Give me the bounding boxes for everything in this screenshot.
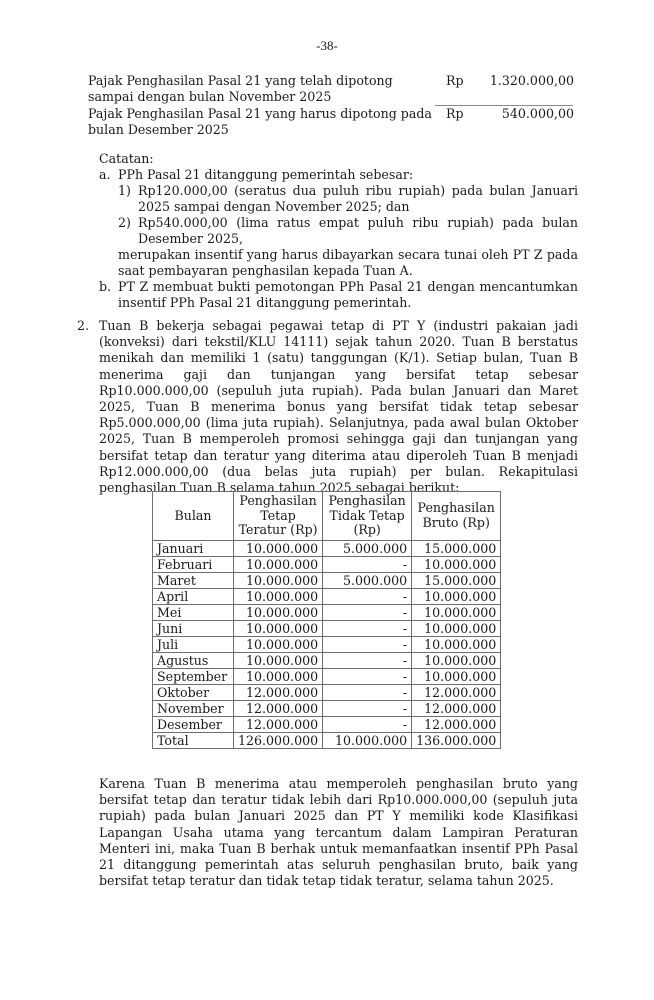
table-row	[153, 700, 501, 716]
cell-bruto: 12.000.000	[412, 716, 501, 732]
cell-bruto: 10.000.000	[412, 636, 501, 652]
cell-tidak-tetap: -	[323, 716, 412, 732]
table-row	[153, 572, 501, 588]
cell-tetap-teratur: 126.000.000	[234, 732, 323, 748]
cell-bruto: 15.000.000	[412, 540, 501, 556]
cell-bruto: 10.000.000	[412, 604, 501, 620]
catatan-a-marker: a.	[99, 167, 111, 182]
table-body	[153, 540, 501, 748]
table-row	[153, 636, 501, 652]
catatan-title: Catatan:	[99, 151, 154, 166]
catatan-a-text: PPh Pasal 21 ditanggung pemerintah sebesar:	[118, 167, 414, 182]
cell-tetap-teratur: 10.000.000	[234, 556, 323, 572]
cell-month: Mei	[153, 604, 234, 620]
table-row	[153, 652, 501, 668]
example-2-marker: 2.	[77, 318, 90, 333]
cell-tetap-teratur: 10.000.000	[234, 572, 323, 588]
cell-tidak-tetap: -	[323, 620, 412, 636]
income-recap-table	[152, 491, 501, 749]
table-row	[153, 540, 501, 556]
table-row	[153, 604, 501, 620]
catatan-a-item-1-text: Rp120.000,00 (seratus dua puluh ribu rupiah) pada bulan Januari 2025 sampai dengan November 2025; dan	[138, 183, 578, 215]
catatan-a-closing: merupakan insentif yang harus dibayarkan secara tunai oleh PT Z pada saat pembayaran penghasilan kepada Tuan A.	[118, 247, 578, 279]
cell-bruto: 10.000.000	[412, 668, 501, 684]
cell-month: Februari	[153, 556, 234, 572]
cell-tetap-teratur: 10.000.000	[234, 540, 323, 556]
header-tetap-teratur: Penghasilan Tetap Teratur (Rp)	[234, 492, 323, 541]
cell-tidak-tetap: 5.000.000	[323, 572, 412, 588]
cell-tidak-tetap: -	[323, 604, 412, 620]
cell-bruto: 10.000.000	[412, 652, 501, 668]
cell-tidak-tetap: -	[323, 668, 412, 684]
cell-tidak-tetap: -	[323, 684, 412, 700]
cell-tetap-teratur: 10.000.000	[234, 668, 323, 684]
summary-label: Pajak Penghasilan Pasal 21 yang telah dipotong sampai dengan bulan November 2025	[88, 73, 393, 105]
cell-month: Total	[153, 732, 234, 748]
cell-tidak-tetap: -	[323, 652, 412, 668]
page-number: -38-	[316, 38, 338, 53]
cell-tidak-tetap: -	[323, 588, 412, 604]
cell-month: April	[153, 588, 234, 604]
cell-bruto: 10.000.000	[412, 588, 501, 604]
cell-month: Juni	[153, 620, 234, 636]
table-header-row	[153, 492, 501, 541]
cell-tidak-tetap: 5.000.000	[323, 540, 412, 556]
cell-month: Agustus	[153, 652, 234, 668]
table-row	[153, 556, 501, 572]
cell-month: Maret	[153, 572, 234, 588]
cell-tidak-tetap: -	[323, 556, 412, 572]
cell-tetap-teratur: 10.000.000	[234, 636, 323, 652]
cell-tetap-teratur: 12.000.000	[234, 716, 323, 732]
catatan-a-item-1-marker: 1)	[118, 183, 131, 198]
header-tidak-tetap: Penghasilan Tidak Tetap (Rp)	[323, 492, 412, 541]
cell-month: Desember	[153, 716, 234, 732]
summary-row-november	[88, 73, 574, 107]
header-bruto: Penghasilan Bruto (Rp)	[412, 492, 501, 541]
cell-tetap-teratur: 10.000.000	[234, 620, 323, 636]
example-2-text: Tuan B bekerja sebagai pegawai tetap di PT Y (industri pakaian jadi (konveksi) dari tekstil/KLU 14111) sejak tahun 2020. Tuan B berstatus menikah dan memiliki 1 (satu) tanggungan (K/1). Setiap bulan, Tuan B menerima gaji dan tunjangan yang bersifat tetap sebesar Rp10.000.000,00 (sepuluh juta rupiah). Pada bulan Januari dan Maret 2025, Tuan B menerima bonus yang bersifat tidak tetap sebesar Rp5.000.000,00 (lima juta rupiah). Selanjutnya, pada awal bulan Oktober 2025, Tuan B memperoleh promosi sehingga gaji dan tunjangan yang bersifat tetap dan teratur yang diterima atau diperoleh Tuan B menjadi Rp12.000.000,00 (dua belas juta rupiah) per bulan. Rekapitulasi penghasilan Tuan B selama tahun 2025 sebagai berikut:	[99, 318, 578, 496]
catatan-b-marker: b.	[99, 279, 112, 294]
summary-currency: Rp	[446, 106, 464, 121]
header-bulan: Bulan	[153, 492, 234, 541]
cell-tetap-teratur: 12.000.000	[234, 684, 323, 700]
cell-bruto: 15.000.000	[412, 572, 501, 588]
cell-tidak-tetap: -	[323, 636, 412, 652]
cell-tetap-teratur: 10.000.000	[234, 652, 323, 668]
cell-bruto: 10.000.000	[412, 620, 501, 636]
catatan-a-item-2-text: Rp540.000,00 (lima ratus empat puluh ribu rupiah) pada bulan Desember 2025,	[138, 215, 578, 247]
table-row	[153, 716, 501, 732]
summary-row-desember	[88, 106, 574, 140]
cell-month: Juli	[153, 636, 234, 652]
cell-tetap-teratur: 12.000.000	[234, 700, 323, 716]
catatan-a-item-2-marker: 2)	[118, 215, 131, 230]
cell-bruto: 12.000.000	[412, 684, 501, 700]
summary-label: Pajak Penghasilan Pasal 21 yang harus dipotong pada bulan Desember 2025	[88, 106, 432, 138]
table-row	[153, 668, 501, 684]
table-total-row	[153, 732, 501, 748]
catatan-b-text: PT Z membuat bukti pemotongan PPh Pasal 21 dengan mencantumkan insentif PPh Pasal 21 ditanggung pemerintah.	[118, 279, 578, 311]
cell-tetap-teratur: 10.000.000	[234, 604, 323, 620]
cell-month: Januari	[153, 540, 234, 556]
table-row	[153, 684, 501, 700]
summary-amount: 540.000,00	[501, 106, 574, 121]
summary-currency: Rp	[446, 73, 464, 88]
cell-month: November	[153, 700, 234, 716]
summary-amount: 1.320.000,00	[489, 73, 574, 88]
example-2-conclusion: Karena Tuan B menerima atau memperoleh penghasilan bruto yang bersifat tetap dan teratur tidak lebih dari Rp10.000.000,00 (sepuluh juta rupiah) pada bulan Januari 2025 dan PT Y memiliki kode Klasifikasi Lapangan Usaha utama yang tercantum dalam Lampiran Peraturan Menteri ini, maka Tuan B berhak untuk memanfaatkan insentif PPh Pasal 21 ditanggung pemerintah atas seluruh penghasilan bruto, baik yang bersifat tetap teratur dan tidak tetap tidak teratur, selama tahun 2025.	[99, 776, 578, 889]
table-row	[153, 588, 501, 604]
cell-month: Oktober	[153, 684, 234, 700]
table-row	[153, 620, 501, 636]
cell-month: September	[153, 668, 234, 684]
cell-tidak-tetap: 10.000.000	[323, 732, 412, 748]
cell-bruto: 12.000.000	[412, 700, 501, 716]
cell-tidak-tetap: -	[323, 700, 412, 716]
cell-bruto: 10.000.000	[412, 556, 501, 572]
cell-bruto: 136.000.000	[412, 732, 501, 748]
cell-tetap-teratur: 10.000.000	[234, 588, 323, 604]
